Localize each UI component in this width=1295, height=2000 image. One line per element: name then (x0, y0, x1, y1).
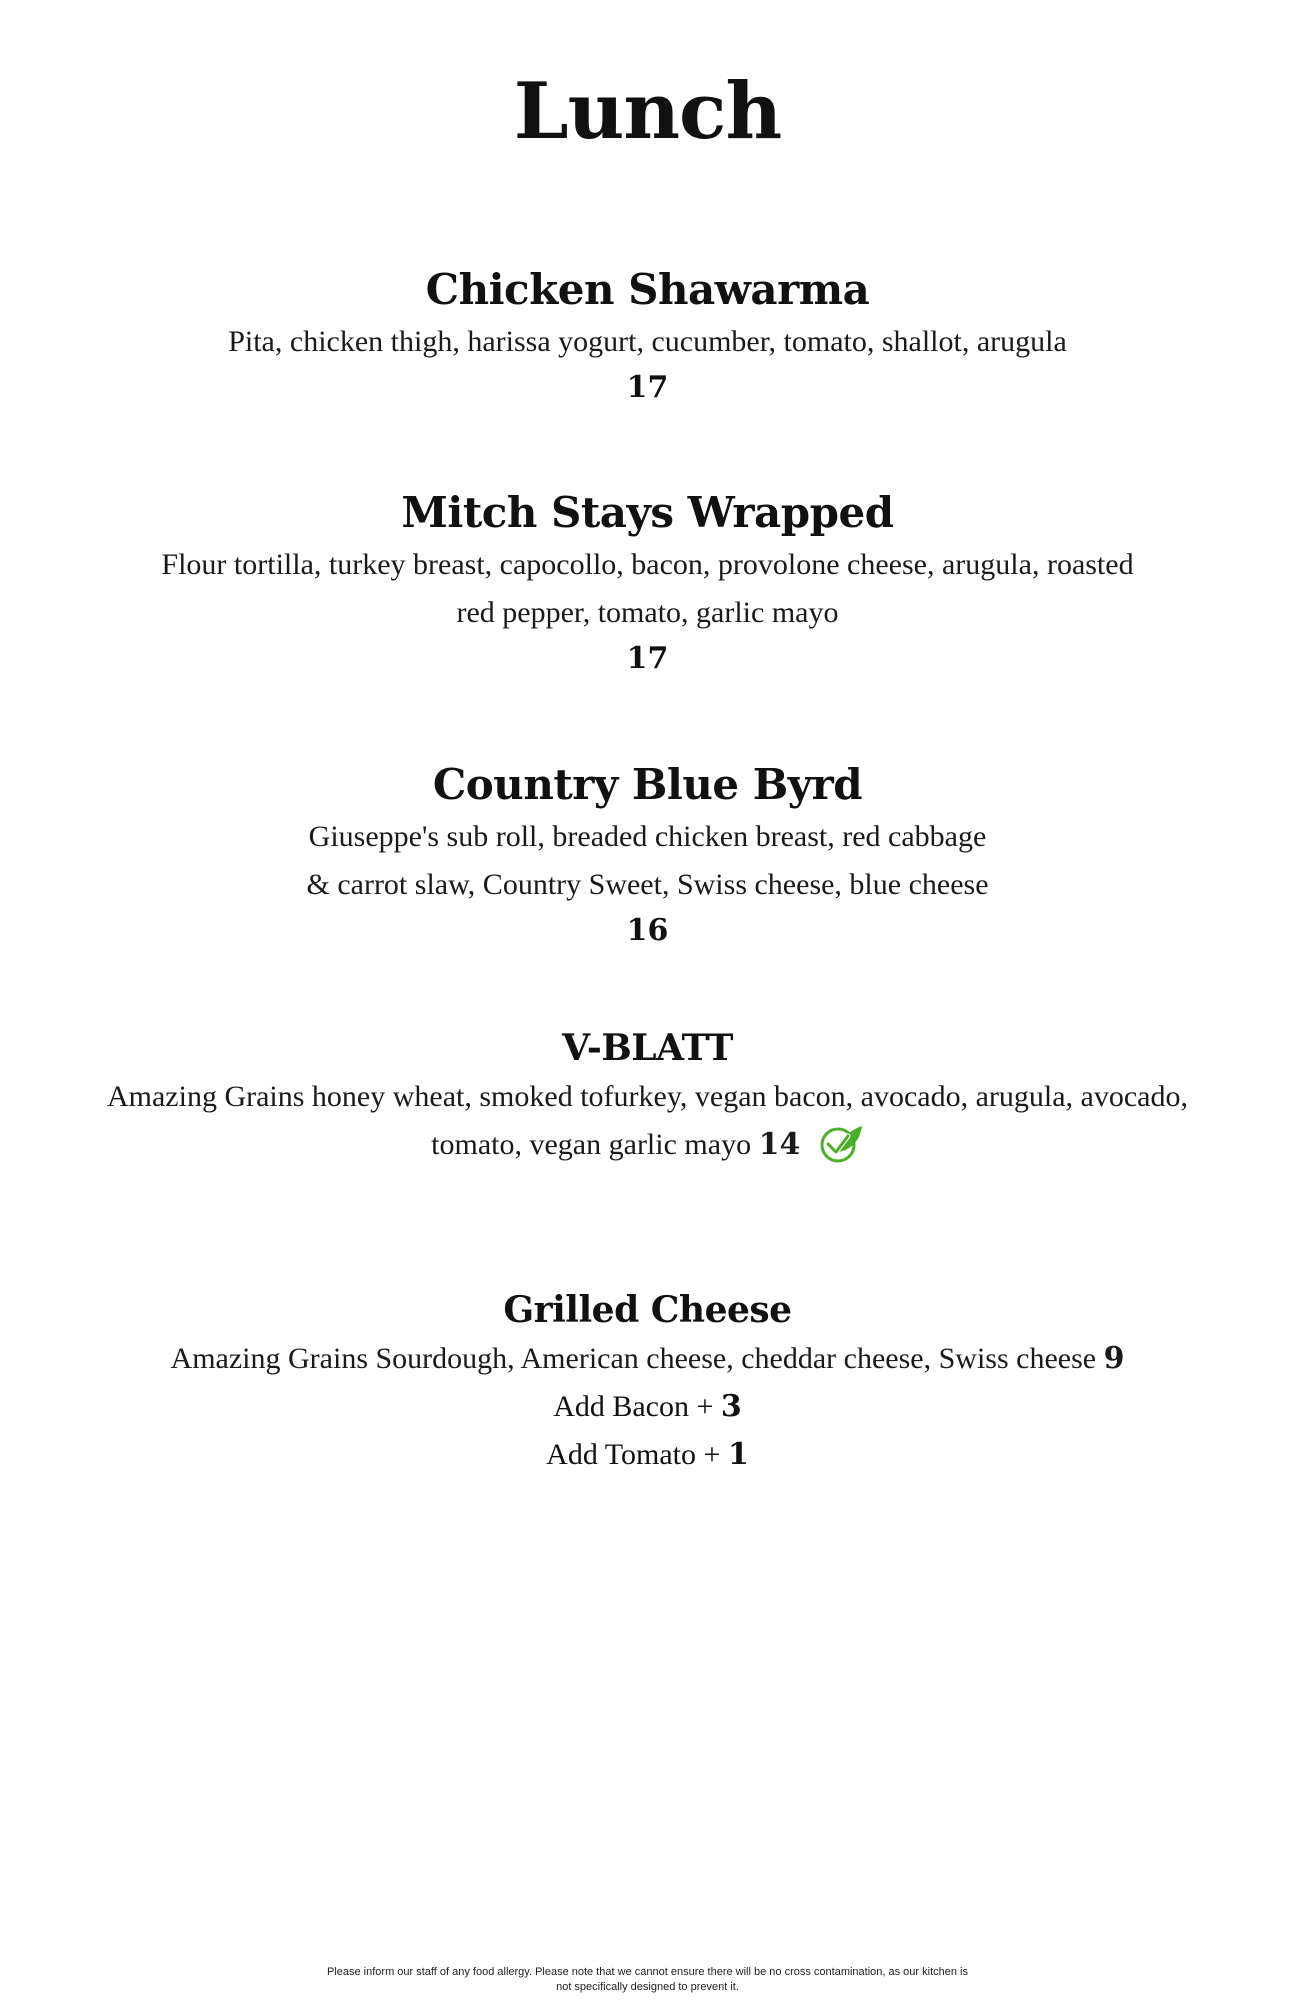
item-description-line-1: Giuseppe's sub roll, breaded chicken breast, red cabbage (308, 820, 987, 853)
addon-price: 1 (727, 1437, 749, 1472)
item-description-line-2: tomato, vegan garlic mayo (431, 1128, 752, 1161)
menu-item-country-blue-byrd (60, 757, 1235, 953)
item-price: 14 (758, 1127, 801, 1162)
item-price: 17 (626, 641, 669, 676)
menu-item-chicken-shawarma (60, 262, 1235, 410)
item-price: 9 (1103, 1341, 1125, 1376)
item-name: V-BLATT (562, 1027, 733, 1069)
item-price: 16 (626, 913, 669, 948)
menu-item-mitch-stays-wrapped (60, 485, 1235, 681)
menu-item-v-blatt (60, 1023, 1235, 1169)
allergy-disclaimer-line-1: Please inform our staff of any food allergy. Please note that we cannot ensure there will be no cross contamination, as our kitchen is (326, 1966, 968, 1978)
allergy-disclaimer-line-2: not specifically designed to prevent it. (556, 1981, 739, 1993)
menu-item-grilled-cheese (60, 1285, 1235, 1479)
addon-label: Add Tomato + (546, 1438, 721, 1471)
item-description-with-price (60, 1335, 1235, 1383)
item-description-line-2: & carrot slaw, Country Sweet, Swiss cheese, blue cheese (306, 868, 989, 901)
item-description-line-2: red pepper, tomato, garlic mayo (456, 596, 839, 629)
item-name: Mitch Stays Wrapped (401, 488, 894, 537)
item-description: Amazing Grains Sourdough, American cheese, cheddar cheese, Swiss cheese (170, 1342, 1097, 1375)
item-name: Grilled Cheese (503, 1289, 792, 1331)
addon-bacon (60, 1383, 1235, 1431)
item-name: Chicken Shawarma (425, 265, 870, 314)
item-description-line-1: Flour tortilla, turkey breast, capocollo, bacon, provolone cheese, arugula, roasted (161, 548, 1134, 581)
item-description-line-1: Amazing Grains honey wheat, smoked tofurkey, vegan bacon, avocado, arugula, avocado, (106, 1080, 1188, 1113)
vegan-leaf-check-icon (818, 1122, 864, 1166)
addon-label: Add Bacon + (553, 1390, 714, 1423)
item-name: Country Blue Byrd (432, 760, 863, 809)
allergy-disclaimer (230, 1965, 1065, 1995)
item-description-line-2-with-price (60, 1121, 1235, 1169)
item-price: 17 (626, 370, 669, 405)
addon-tomato (60, 1431, 1235, 1479)
addon-price: 3 (720, 1389, 742, 1424)
menu-title: Lunch (513, 66, 782, 157)
item-description: Pita, chicken thigh, harissa yogurt, cucumber, tomato, shallot, arugula (228, 325, 1067, 358)
